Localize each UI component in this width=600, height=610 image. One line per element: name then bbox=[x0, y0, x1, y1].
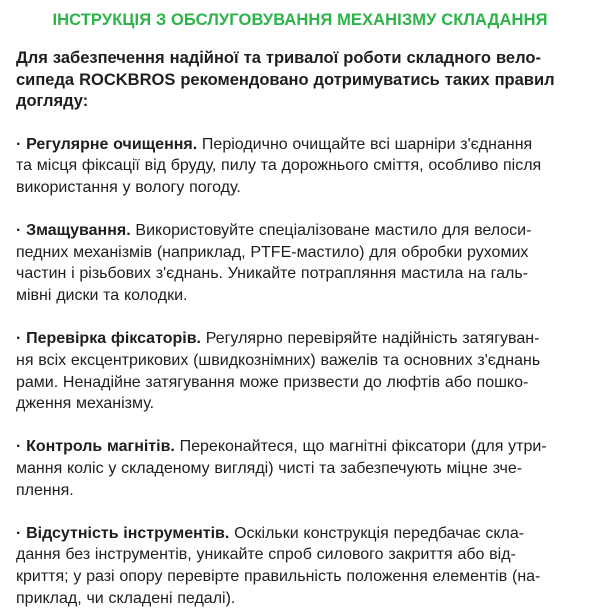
section-first-line bbox=[16, 134, 584, 156]
section-line: частин і різьбових з'єднань. Уникайте потрапляння мастила на галь- bbox=[16, 265, 529, 283]
page-title: ІНСТРУКЦІЯ З ОБСЛУГОВУВАННЯ МЕХАНІЗМУ СКЛАДАННЯ bbox=[52, 11, 548, 29]
section-line: криття; у разі опору перевірте правильність положення елементів (на- bbox=[16, 568, 541, 586]
section-lead: · Контроль магнітів. bbox=[16, 438, 175, 456]
section-text: Регулярно перевіряйте надійність затягуван- bbox=[200, 330, 540, 348]
intro-paragraph bbox=[16, 48, 584, 113]
section-lead: · Перевірка фіксаторів. bbox=[16, 330, 201, 348]
section-no-tools bbox=[16, 523, 584, 610]
section-line: мання коліс у складеному вигляді) чисті та забезпечують міцне зче- bbox=[16, 460, 523, 478]
section-line: рами. Ненадійне затягування може призвести до люфтів або пошко- bbox=[16, 373, 529, 391]
section-line: ня всіх ексцентрикових (швидкознімних) важелів та основних з'єднань bbox=[16, 351, 541, 369]
section-line: плення. bbox=[16, 481, 74, 499]
section-line: мівні диски та колодки. bbox=[16, 287, 188, 305]
section-magnets bbox=[16, 436, 584, 501]
intro-line: догляду: bbox=[16, 92, 89, 110]
intro-line: сипеда ROCKBROS рекомендовано дотримуватись таких правил bbox=[16, 70, 555, 89]
section-latch-check bbox=[16, 328, 584, 415]
section-line: педних механізмів (наприклад, PTFE-мастило) для обробки рухомих bbox=[16, 243, 529, 261]
section-lead: · Змащування. bbox=[16, 221, 131, 239]
section-line: дження механізму. bbox=[16, 395, 155, 413]
section-text: Переконайтеся, що магнітні фіксатори (для утри- bbox=[174, 438, 547, 456]
section-line: приклад, чи складені педалі). bbox=[16, 590, 236, 608]
section-first-line bbox=[16, 523, 584, 545]
intro-line: Для забезпечення надійної та тривалої роботи складного вело- bbox=[16, 49, 541, 67]
section-line: та місця фіксації від бруду, пилу та дорожнього сміття, особливо після bbox=[16, 157, 542, 175]
section-line: дання без інструментів, уникайте спроб силового закриття або від- bbox=[16, 546, 516, 564]
section-first-line bbox=[16, 436, 584, 458]
section-line: використання у вологу погоду. bbox=[16, 179, 241, 197]
section-cleaning bbox=[16, 134, 584, 199]
section-text: Періодично очищайте всі шарніри з'єднання bbox=[197, 135, 533, 153]
section-lead: · Відсутність інструментів. bbox=[16, 524, 230, 542]
section-first-line bbox=[16, 328, 584, 350]
section-first-line bbox=[16, 220, 584, 242]
section-lubrication bbox=[16, 220, 584, 307]
section-text: Оскільки конструкція передбачає скла- bbox=[229, 524, 525, 542]
section-lead: · Регулярне очищення. bbox=[16, 135, 198, 153]
section-text: Використовуйте спеціалізоване мастило для велоси- bbox=[130, 221, 532, 239]
